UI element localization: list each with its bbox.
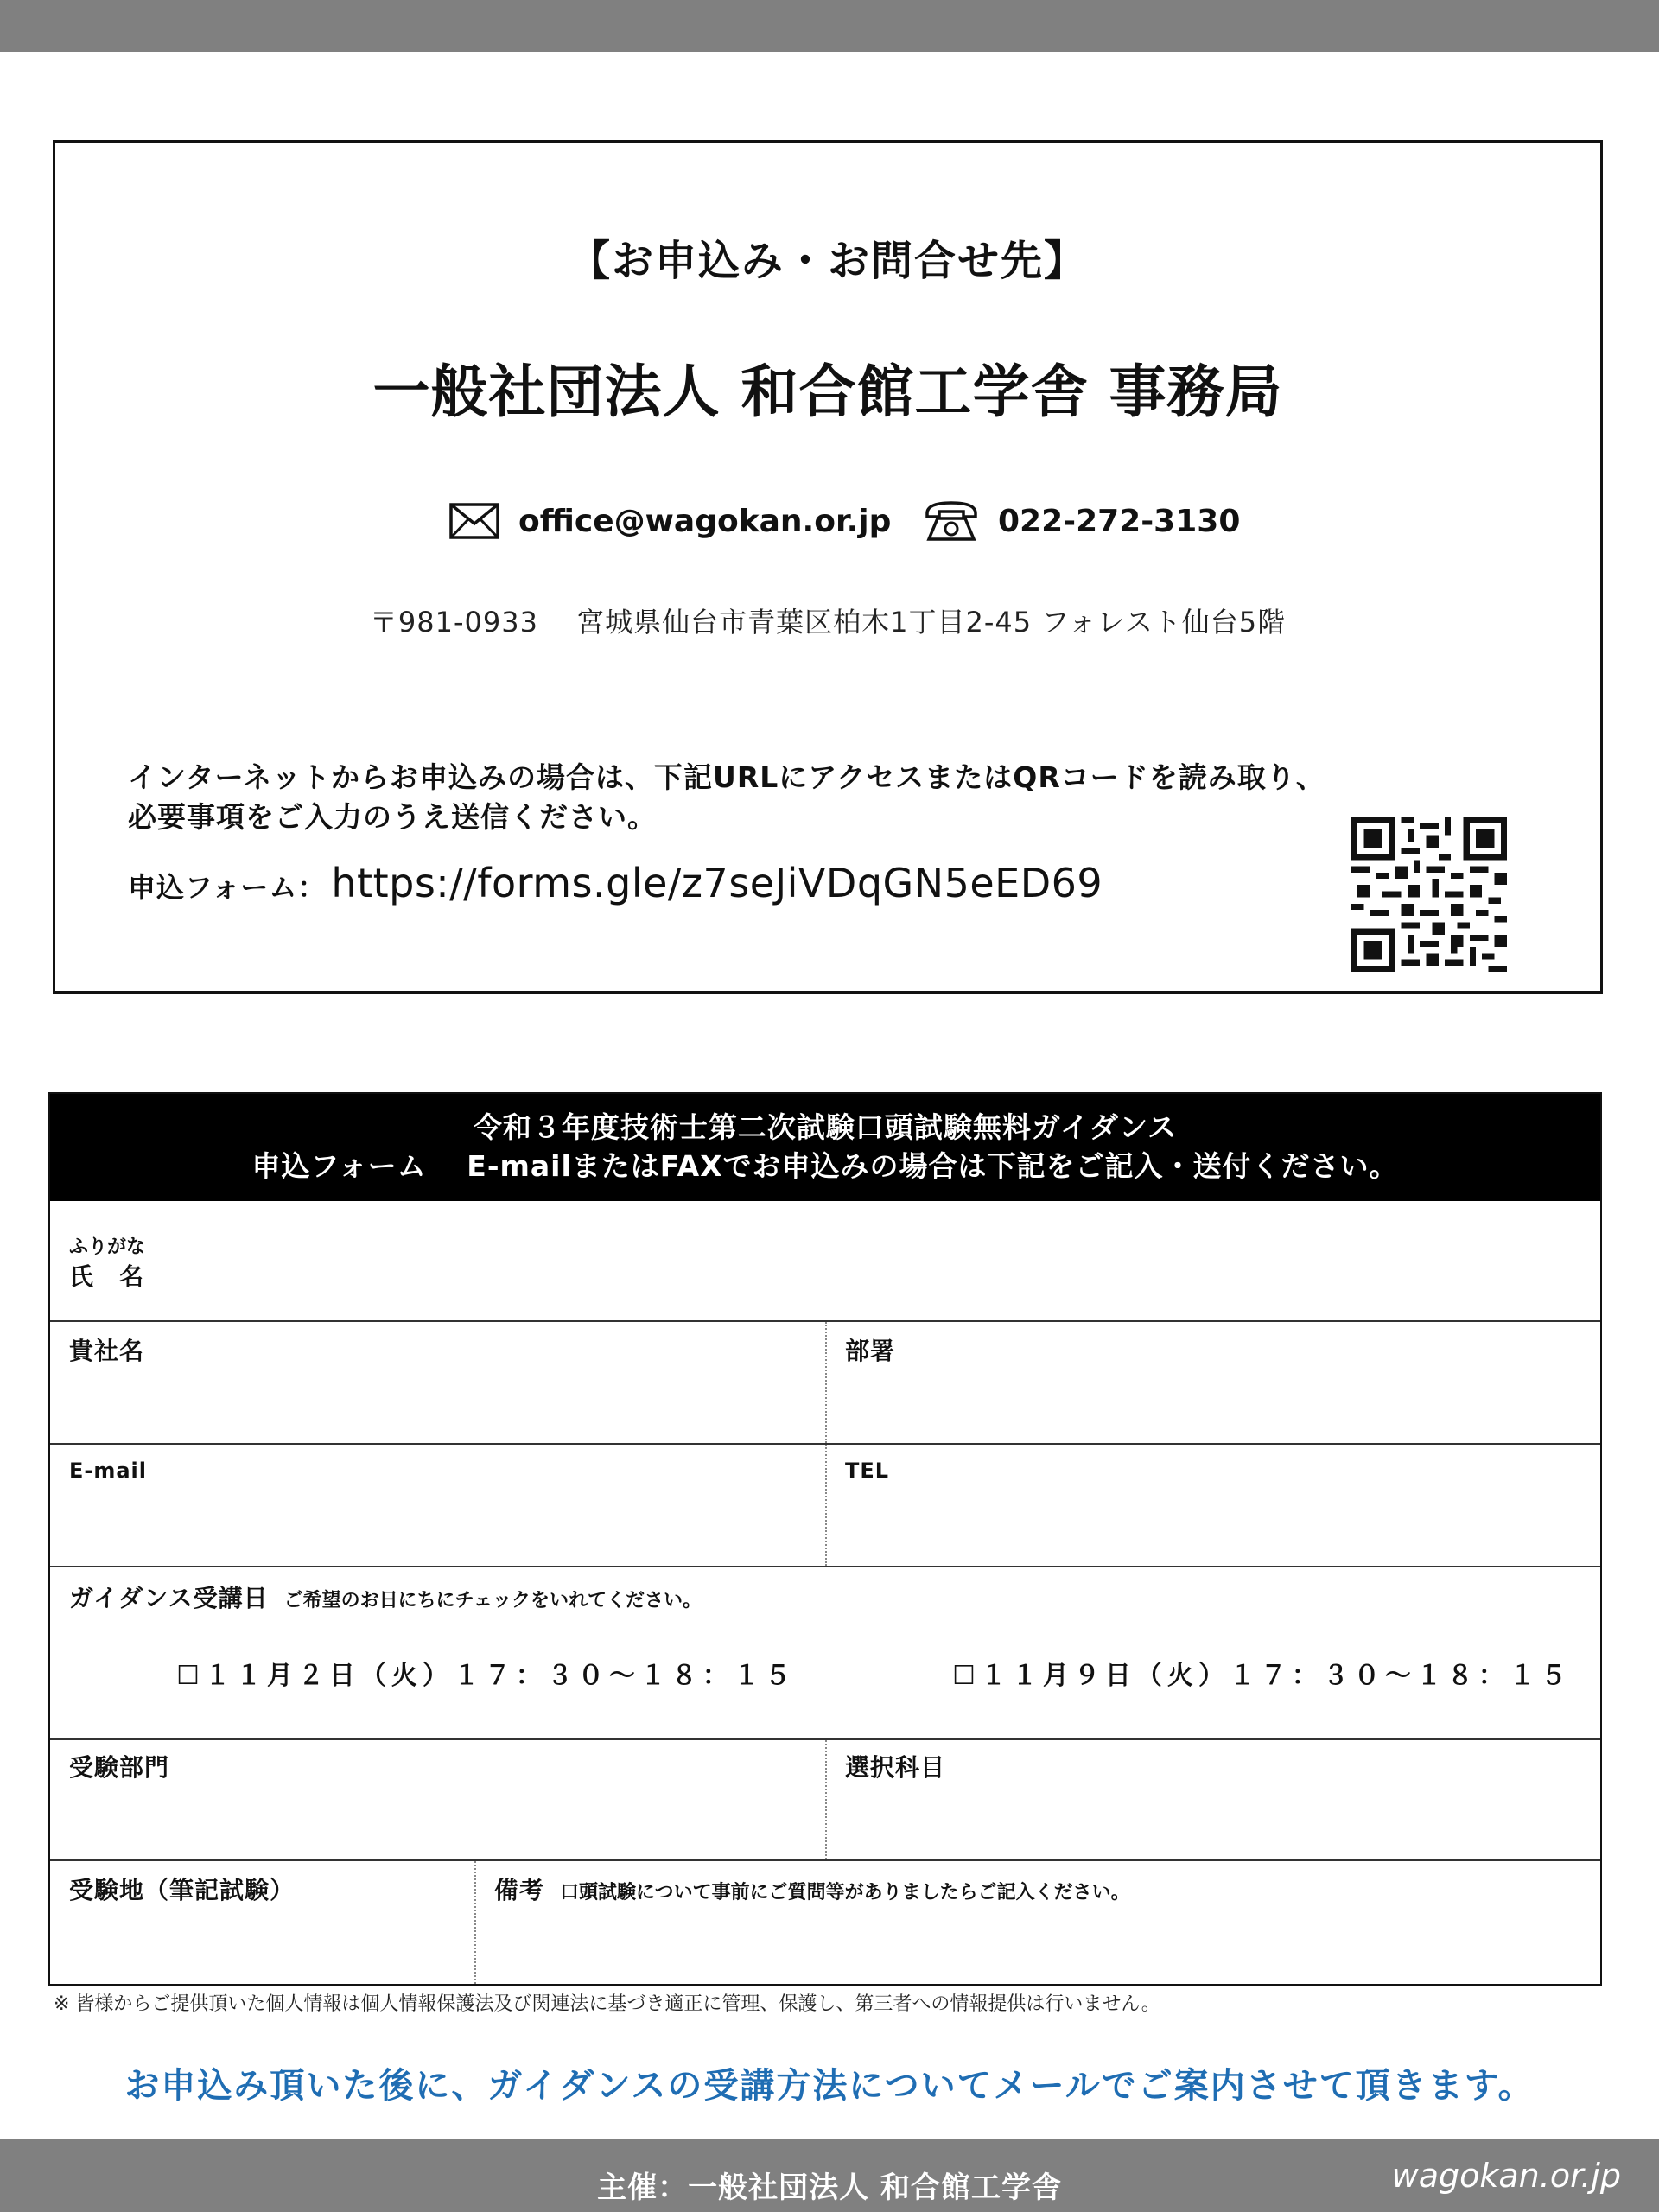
form-url-link[interactable]: https://forms.gle/z7seJiVDqGN5eED69 <box>331 860 1103 906</box>
guidance-date-label <box>69 1580 702 1614</box>
contact-heading: 【お申込み・お問合せ先】 <box>568 237 1087 285</box>
form-title-line-1: 令和３年度技術士第二次試験口頭試験無料ガイダンス <box>473 1110 1178 1144</box>
email-label: E-mail <box>69 1459 148 1483</box>
remarks-title: 備考 <box>494 1876 545 1904</box>
date-option-nov-2[interactable]: ☐１１月２日（火）１７：３０～１８：１５ <box>176 1661 796 1691</box>
email-field[interactable] <box>50 1445 824 1566</box>
elective-subject-field[interactable] <box>828 1740 1602 1859</box>
tel-label: TEL <box>845 1459 890 1483</box>
remarks-hint: 口頭試験について事前にご質問等がありましたらご記入ください。 <box>560 1882 1130 1904</box>
contact-box <box>53 140 1603 994</box>
envelope-icon <box>449 503 499 539</box>
name-field[interactable] <box>50 1201 1600 1320</box>
form-url-line <box>128 860 1103 906</box>
email-address[interactable]: office@wagokan.or.jp <box>518 503 892 539</box>
site-link[interactable]: wagokan.or.jp <box>1391 2157 1621 2195</box>
closing-note: お申込み頂いた後に、ガイダンスの受講方法についてメールでご案内させて頂きます。 <box>124 2066 1535 2106</box>
form-header <box>50 1094 1600 1201</box>
divider <box>50 1566 1600 1567</box>
exam-division-label: 受験部門 <box>69 1753 170 1782</box>
application-form <box>48 1092 1602 1986</box>
company-label: 貴社名 <box>69 1337 145 1365</box>
date-option-nov-9[interactable]: ☐１１月９日（火）１７：３０～１８：１５ <box>952 1661 1572 1691</box>
top-bar <box>0 0 1659 52</box>
instruction-line-1: インターネットからお申込みの場合は、下記URLにアクセスまたはQRコードを読み取り、 <box>128 760 1325 794</box>
phone-contact <box>924 495 1240 547</box>
guidance-date-title: ガイダンス受講日 <box>69 1584 269 1612</box>
column-divider <box>474 1861 476 1984</box>
phone-number[interactable]: 022-272-3130 <box>998 503 1241 539</box>
exam-division-field[interactable] <box>50 1740 824 1859</box>
tel-field[interactable] <box>828 1445 1602 1566</box>
department-label: 部署 <box>845 1337 896 1365</box>
name-label: 氏 名 <box>69 1262 145 1291</box>
column-divider <box>825 1445 827 1566</box>
remarks-field[interactable] <box>477 1906 1600 1984</box>
telephone-icon <box>924 499 979 543</box>
column-divider <box>825 1740 827 1859</box>
column-divider <box>825 1322 827 1443</box>
email-contact <box>449 495 891 547</box>
organizer: 主催：一般社団法人 和合館工学舎 <box>597 2171 1062 2205</box>
address: 〒981-0933 宮城県仙台市青葉区柏木1丁目2-45 フォレスト仙台5階 <box>369 606 1287 639</box>
furigana-label: ふりがな <box>69 1236 146 1258</box>
exam-location-field[interactable] <box>50 1861 474 1984</box>
guidance-date-hint: ご希望のお日にちにチェックをいれてください。 <box>283 1590 702 1611</box>
org-name: 一般社団法人 和合館工学舎 事務局 <box>372 359 1283 425</box>
internet-instruction <box>128 758 1325 837</box>
privacy-note: ※ 皆様からご提供頂いた個人情報は個人情報保護法及び関連法に基づき適正に管理、保護し、第三者への情報提供は行いません。 <box>54 1993 1160 2015</box>
footer-bar <box>0 2139 1659 2212</box>
department-field[interactable] <box>828 1322 1602 1443</box>
instruction-line-2: 必要事項をご入力のうえ送信ください。 <box>128 800 657 834</box>
exam-location-label: 受験地（筆記試験） <box>69 1876 296 1904</box>
form-url-label: 申込フォーム： <box>128 871 327 904</box>
company-field[interactable] <box>50 1322 824 1443</box>
form-title-line-2: 申込フォーム E-mailまたはFAXでお申込みの場合は下記をご記入・送付ください。 <box>251 1149 1399 1183</box>
remarks-label <box>494 1872 1130 1906</box>
qr-code[interactable] <box>1351 817 1507 972</box>
elective-subject-label: 選択科目 <box>845 1753 946 1782</box>
